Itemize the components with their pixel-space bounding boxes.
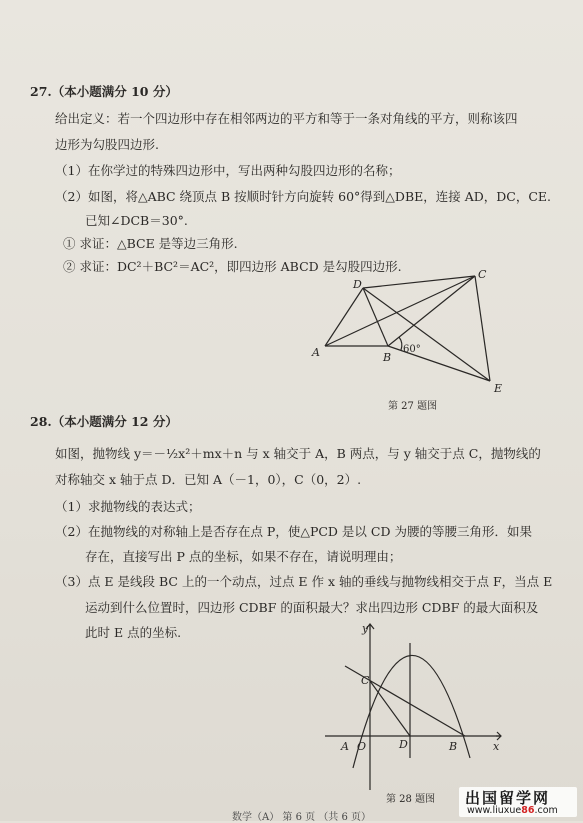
q27-line-7: ② 求证：DC²＋BC²＝AC²，即四边形 ABCD 是勾股四边形.: [63, 259, 402, 274]
q27-line-3: （1）在你学过的特殊四边形中，写出两种勾股四边形的名称；: [55, 163, 401, 178]
label-D: D: [353, 278, 362, 291]
q28-line-6: （3）点 E 是线段 BC 上的一个动点，过点 E 作 x 轴的垂线与抛物线相交于点 F，当点 E: [55, 574, 553, 589]
label-C: C: [361, 674, 370, 687]
q28-line-7: 运动到什么位置时，四边形 CDBF 的面积最大？求出四边形 CDBF 的最大面积及: [85, 600, 539, 615]
q28-line-1: 如图，抛物线 y＝－½x²＋mx＋n 与 x 轴交于 A，B 两点，与 y 轴交于点 C，抛物线的: [55, 446, 541, 461]
x-axis-arrow: [496, 732, 501, 740]
label-x: x: [493, 740, 500, 753]
label-O: O: [357, 740, 367, 753]
q27-line-4: （2）如图，将△ABC 绕顶点 B 按顺时针方向旋转 60°得到△DBE，连接 AD，DC，CE.: [55, 189, 552, 204]
label-B: B: [449, 740, 458, 753]
q27-line-5: 已知∠DCB＝30°.: [85, 213, 188, 228]
q27-line-2: 边形为勾股四边形.: [55, 137, 159, 152]
watermark-url: www.liuxue86.com: [467, 805, 558, 816]
q27-line-1: 给出定义：若一个四边形中存在相邻两边的平方和等于一条对角线的平方，则称该四: [55, 111, 518, 126]
q28-line-4: （2）在抛物线的对称轴上是否存在点 P，使△PCD 是以 CD 为腰的等腰三角形．如果: [55, 524, 532, 539]
q27-caption: 第 27 题图: [388, 401, 438, 412]
label-A: A: [341, 740, 349, 753]
page-footer: 数学（A） 第 6 页 （共 6 页）: [232, 812, 372, 823]
label-B: B: [383, 351, 392, 364]
label-D: D: [399, 738, 408, 751]
q27-header: 27.（本小题满分 10 分）: [30, 84, 178, 99]
q28-line-8: 此时 E 点的坐标.: [85, 625, 182, 640]
label-y: y: [362, 622, 369, 635]
q28-line-3: （1）求抛物线的表达式；: [55, 499, 201, 514]
q28-header: 28.（本小题满分 12 分）: [30, 414, 178, 429]
segment-DE: [363, 288, 490, 381]
segment-CD: [370, 681, 410, 736]
q27-figure: [300, 266, 520, 416]
segment-DC: [363, 276, 475, 288]
watermark-title: 出国留学网: [465, 789, 551, 807]
angle-arc: [399, 337, 402, 350]
q28-figure: [325, 618, 510, 793]
q28-line-5: 存在，直接写出 P 点的坐标，如果不存在，请说明理由；: [85, 549, 402, 564]
q28-line-2: 对称轴交 x 轴于点 D．已知 A（－1，0），C（0，2）.: [55, 472, 362, 487]
label-A: A: [312, 346, 320, 359]
site-watermark: [459, 787, 577, 817]
label-C: C: [478, 268, 487, 281]
q28-caption: 第 28 题图: [386, 794, 436, 805]
segment-CE: [475, 276, 490, 381]
q27-line-6: ① 求证：△BCE 是等边三角形.: [63, 236, 238, 251]
label-E: E: [494, 382, 503, 395]
angle-label: 60°: [403, 344, 421, 355]
